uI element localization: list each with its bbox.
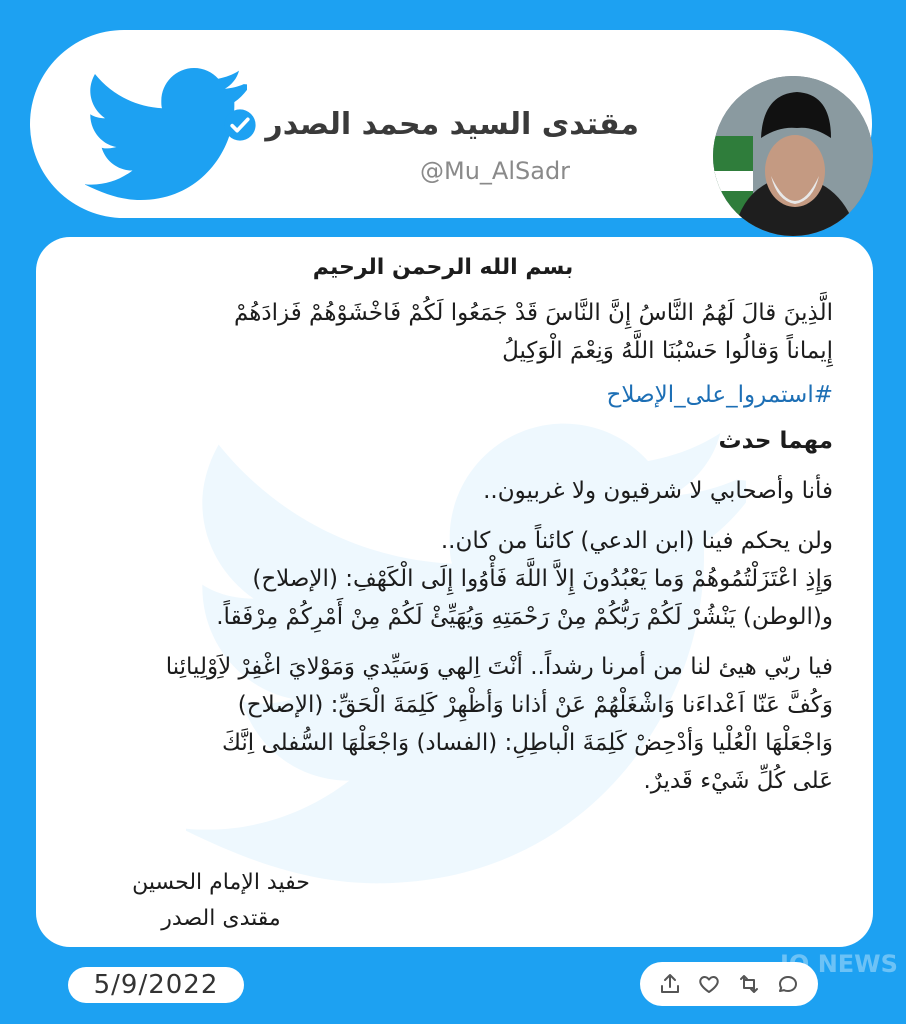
tweet-line: إِيماناً وَقالُوا حَسْبُنَا اللَّهُ وَنِعْمَ الْوَكِيلُ xyxy=(502,338,833,364)
share-icon[interactable] xyxy=(658,972,682,996)
signature-line: حفيد الإمام الحسين xyxy=(132,870,310,895)
tweet-text xyxy=(53,255,833,800)
tweet-line: وَكُفَّ عَنّا اَعْداءَنا وَاشْغَلْهُمْ عَنْ أذانا وَأظْهِرْ كَلِمَةَ الْحَقِّ: (الإصلاح) xyxy=(237,692,833,718)
signature-line: مقتدى الصدر xyxy=(161,906,281,931)
tweet-line: فيا ربّي هيئ لنا من أمرنا رشداً.. أنْتَ اِلهي وَسَيِّدي وَمَوْلايَ اغْفِرْ لاَِوْلِيائِنا xyxy=(165,654,833,680)
tweet-line: وَإِذِ اعْتَزَلْتُمُوهُمْ وَما يَعْبُدُونَ إِلاَّ اللَّهَ فَأْوُوا إِلَى الْكَهْفِ: (الإصلاح) xyxy=(252,566,833,592)
name-row xyxy=(223,107,639,142)
tweet-line: عَلى كُلِّ شَيْء قَديرٌ. xyxy=(643,768,833,794)
display-name[interactable]: مقتدى السيد محمد الصدر xyxy=(265,107,639,142)
avatar-image xyxy=(713,76,873,236)
tweet-line: فأنا وأصحابي لا شرقيون ولا غربيون.. xyxy=(483,478,833,504)
basmala: بسم الله الرحمن الرحيم xyxy=(312,255,574,280)
profile-header-card xyxy=(30,30,872,218)
tweet-line: ولن يحكم فينا (ابن الدعي) كائناً من كان.. xyxy=(440,528,833,554)
tweet-card xyxy=(36,237,873,947)
hashtag-link[interactable]: #استمروا_على_الإصلاح xyxy=(606,382,833,408)
news-watermark: JO NEWS xyxy=(780,950,898,978)
retweet-icon[interactable] xyxy=(737,972,761,996)
tweet-line: الَّذِينَ قالَ لَهُمُ النَّاسُ إِنَّ النَّاسَ قَدْ جَمَعُوا لَكُمْ فَاخْشَوْهُمْ فَزادَهُمْ xyxy=(233,300,833,326)
tweet-line: وَاجْعَلْهَا الْعُلْيا وَأدْحِضْ كَلِمَةَ الْباطِلِ: (الفساد) وَاجْعَلْهَا السُّفلى اِنَّكَ xyxy=(221,730,833,756)
tweet-date: 5/9/2022 xyxy=(68,967,244,1003)
like-icon[interactable] xyxy=(697,972,721,996)
tweet-line: مهما حدث xyxy=(718,428,833,454)
signature xyxy=(86,865,356,937)
user-handle[interactable]: @Mu_AlSadr xyxy=(420,157,571,185)
verified-badge-icon xyxy=(223,108,257,142)
avatar[interactable] xyxy=(713,76,873,236)
tweet-line: و(الوطن) يَنْشُرْ لَكُمْ رَبُّكُمْ مِنْ رَحْمَتِهِ وَيُهَيِّئْ لَكُمْ مِنْ أَمْرِكُمْ مِرْفَقاً. xyxy=(216,604,833,630)
